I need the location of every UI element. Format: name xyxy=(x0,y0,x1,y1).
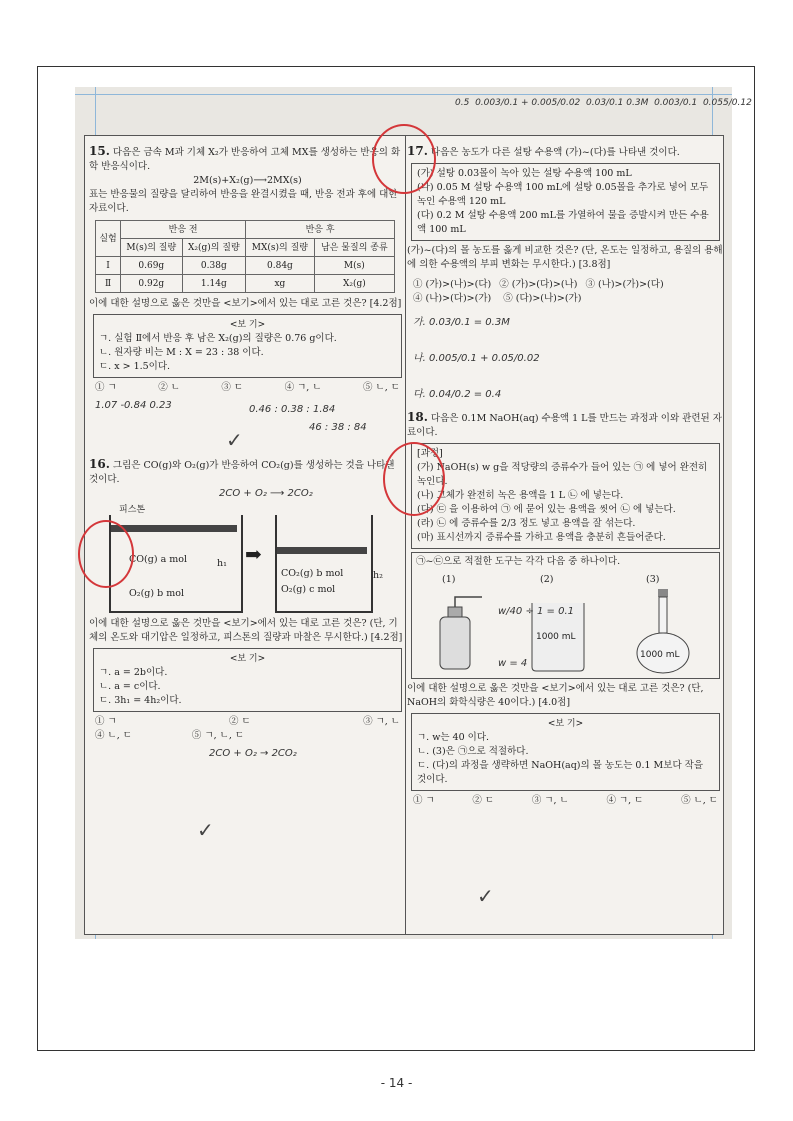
q17-stem: 17. 다음은 농도가 다른 설탕 수용액 (가)~(다)를 나타낸 것이다. xyxy=(407,144,680,158)
q16-piston-diagram xyxy=(95,505,400,613)
choice[interactable]: ① ㄱ xyxy=(95,382,117,393)
solution-item: (다) 0.2 M 설탕 수용액 200 mL를 가열하여 물을 증발시켜 만든 수용액 100 mL xyxy=(417,210,709,235)
check-mark-icon: ✓ xyxy=(477,884,494,908)
q15-bogi-box xyxy=(93,314,402,378)
check-mark-icon: ✓ xyxy=(226,428,243,452)
q16-prompt: 이에 대한 설명으로 옳은 것만을 <보기>에서 있는 대로 고른 것은? (단, 기체의 온도와 대기압은 일정하고, 피스톤의 질량과 마찰은 무시한다.) [4.2점] xyxy=(89,618,403,643)
bogi-item: ㄴ. a = c이다. xyxy=(99,681,161,692)
gas-label: O₂(g) b mol xyxy=(129,588,184,599)
q18-stem: 18. 다음은 0.1M NaOH(aq) 수용액 1 L를 만드는 과정과 이와 관련된 자료이다. xyxy=(407,410,722,438)
table-cell: Ⅰ xyxy=(96,257,121,275)
scan-guide-top xyxy=(75,94,732,95)
bogi-item: ㄷ. x > 1.5이다. xyxy=(99,361,171,372)
handwritten-note: 다. 0.04/0.2 = 0.4 xyxy=(413,389,502,400)
process-step: (마) 표시선까지 증류수를 가하고 용액을 충분히 흔들어준다. xyxy=(417,532,666,543)
volumetric-flask-icon xyxy=(637,589,689,673)
table-header: 반응 전 xyxy=(121,221,246,239)
choice[interactable]: ② ㄴ xyxy=(158,382,180,393)
exam-paper xyxy=(84,135,724,935)
q15-description: 표는 반응물의 질량을 달리하여 반응을 완결시켰을 때, 반응 전과 후에 대한 자료이다. xyxy=(89,189,398,214)
table-cell: X₂(g) xyxy=(314,275,394,293)
bogi-title: <보 기> xyxy=(229,320,266,330)
height-label: h₂ xyxy=(373,570,383,581)
handwritten-note: 2CO + O₂ ⟶ 2CO₂ xyxy=(219,488,313,499)
table-cell: M(s) xyxy=(314,257,394,275)
choice[interactable]: ③ (나)>(가)>(다) xyxy=(585,279,664,290)
table-cell: Ⅱ xyxy=(96,275,121,293)
table-cell: 0.84g xyxy=(246,257,315,275)
cylinder-right xyxy=(275,515,373,613)
red-pen-circle xyxy=(383,442,445,516)
q15-prompt: 이에 대한 설명으로 옳은 것만을 <보기>에서 있는 대로 고른 것은? [4.2점] xyxy=(89,298,402,309)
table-cell: 1.14g xyxy=(182,275,246,293)
check-mark-icon: ✓ xyxy=(197,818,214,842)
handwritten-note: 나. 0.005/0.1 + 0.05/0.02 xyxy=(413,353,540,364)
height-label: h₁ xyxy=(217,558,227,569)
piston-left xyxy=(111,525,237,532)
left-column xyxy=(89,136,406,934)
table-cell: xg xyxy=(246,275,315,293)
lab-apparatus-illustration xyxy=(424,589,704,675)
choice[interactable]: ② ㄷ xyxy=(229,716,251,727)
table-header: 실험 xyxy=(96,221,121,257)
arrow-right-icon: ➡ xyxy=(245,542,262,566)
bogi-item: ㄱ. a = 2b이다. xyxy=(99,667,168,678)
bogi-item: ㄷ. 3h₁ = 4h₂이다. xyxy=(99,695,182,706)
choice[interactable]: ⑤ (다)>(나)>(가) xyxy=(503,293,582,304)
piston-label: 피스톤 xyxy=(119,505,146,515)
choice[interactable]: ⑤ ㄱ, ㄴ, ㄷ xyxy=(191,730,245,741)
q18-apparatus-box xyxy=(411,552,720,679)
choice[interactable]: ③ ㄷ xyxy=(221,382,244,393)
q15-stem: 15. 다음은 금속 M과 기체 X₂가 반응하여 고체 MX를 생성하는 반응의 화학 반응식이다. xyxy=(89,144,401,172)
choice[interactable]: ⑤ ㄴ, ㄷ xyxy=(363,382,400,393)
choice[interactable]: ④ ㄱ, ㄴ xyxy=(284,382,322,393)
q15-equation: 2M(s)+X₂(g)⟶2MX(s) xyxy=(193,175,302,186)
bogi-item: ㄴ. (3)은 ㉠으로 적절하다. xyxy=(417,746,529,757)
q15-reaction-table xyxy=(95,220,395,293)
choice[interactable]: ① (가)>(나)>(다) xyxy=(413,279,492,290)
choice[interactable]: ④ ㄱ, ㄷ xyxy=(606,795,644,806)
q18-prompt: 이에 대한 설명으로 옳은 것만을 <보기>에서 있는 대로 고른 것은? (단, NaOH의 화학식량은 40이다.) [4.0점] xyxy=(407,683,704,708)
bogi-title: <보 기> xyxy=(229,654,266,664)
handwritten-note: w/40 ÷ 1 = 0.1 xyxy=(498,606,575,617)
tool-label: (3) xyxy=(646,574,660,585)
table-header: X₂(g)의 질량 xyxy=(182,239,246,257)
bogi-item: ㄴ. 원자량 비는 M : X = 23 : 38 이다. xyxy=(99,347,264,358)
gas-label: CO(g) a mol xyxy=(129,554,188,565)
choice[interactable]: ⑤ ㄴ, ㄷ xyxy=(681,795,718,806)
handwritten-note: w = 4 xyxy=(498,658,528,669)
gas-label: CO₂(g) b mol xyxy=(281,568,344,579)
q18-choices xyxy=(407,794,724,808)
q16-choices xyxy=(89,715,406,729)
process-step: (다) ㉢ 을 이용하여 ㉠ 에 묻어 있는 용액을 씻어 ㉡ 에 넣는다. xyxy=(417,504,676,515)
choice[interactable]: ④ (나)>(다)>(가) xyxy=(413,293,492,304)
q17-scratch-area xyxy=(407,306,724,410)
choice[interactable]: ③ ㄱ, ㄴ xyxy=(363,716,400,727)
wash-bottle-icon xyxy=(440,597,482,669)
q17-choices-row2 xyxy=(407,292,724,306)
choice[interactable]: ② ㄷ xyxy=(472,795,495,806)
gas-label: O₂(g) c mol xyxy=(281,584,336,595)
q17-prompt: (가)~(다)의 몰 농도를 옳게 비교한 것은? (단, 온도는 일정하고, 용질의 용해에 의한 수용액의 부피 변화는 무시한다.) [3.8점] xyxy=(407,245,723,270)
table-row xyxy=(96,275,395,293)
page-number: - 14 - xyxy=(380,1076,413,1090)
table-cell: 0.38g xyxy=(182,257,246,275)
table-header: MX(s)의 질량 xyxy=(246,239,315,257)
table-cell: 0.92g xyxy=(121,275,182,293)
tool-label: (1) xyxy=(442,574,456,585)
table-header: 반응 후 xyxy=(246,221,395,239)
choice[interactable]: ① ㄱ xyxy=(95,716,117,727)
handwritten-note: 1.07 -0.84 0.23 xyxy=(95,400,172,411)
q16-choices-row2 xyxy=(89,729,406,743)
choice[interactable]: ① ㄱ xyxy=(413,795,435,806)
bogi-title: <보 기> xyxy=(547,719,584,729)
table-cell: 0.69g xyxy=(121,257,182,275)
top-scribble: 0.5 0.003/0.1 + 0.005/0.02 0.03/0.1 0.3M 0.003/0.1 0.055/0.12 xyxy=(455,98,752,108)
q16-stem: 16. 그림은 CO(g)와 O₂(g)가 반응하여 CO₂(g)를 생성하는 것을 나타낸 것이다. xyxy=(89,457,395,485)
beaker-label: 1000 mL xyxy=(536,632,576,642)
table-header: 남은 물질의 종류 xyxy=(314,239,394,257)
process-step: (라) ㉡ 에 증류수를 2/3 정도 넣고 용액을 잘 섞는다. xyxy=(417,518,636,529)
q15-scratch-area xyxy=(89,395,406,457)
handwritten-note: 가. 0.03/0.1 = 0.3M xyxy=(413,317,510,328)
table-row xyxy=(96,257,395,275)
process-step: (가) NaOH(s) w g을 적당량의 증류수가 들어 있는 ㉠ 에 넣어 완전히 녹인다. xyxy=(417,462,708,487)
solution-item: (나) 0.05 M 설탕 수용액 100 mL에 설탕 0.05몰을 추가로 넣어 모두 녹인 수용액 120 mL xyxy=(417,182,709,207)
table-header: M(s)의 질량 xyxy=(121,239,182,257)
red-pen-circle xyxy=(372,124,436,194)
piston-right xyxy=(277,547,367,554)
bogi-item: ㄱ. 실험 Ⅱ에서 반응 후 남은 X₂(g)의 질량은 0.76 g이다. xyxy=(99,333,337,344)
handwritten-note: 46 : 38 : 84 xyxy=(309,422,367,433)
q18-process-box xyxy=(411,443,720,549)
right-column xyxy=(407,136,724,934)
q17-solutions-box xyxy=(411,163,720,241)
bogi-item: ㄱ. w는 40 이다. xyxy=(417,732,490,743)
q17-choices xyxy=(407,278,724,292)
q16-bogi-box xyxy=(93,648,402,712)
red-pen-circle xyxy=(78,520,134,588)
q18-bogi-box xyxy=(411,713,720,791)
choice[interactable]: ② (가)>(다)>(나) xyxy=(499,279,578,290)
bogi-item: ㄷ. (다)의 과정을 생략하면 NaOH(aq)의 몰 농도는 0.1 M보다 작을 것이다. xyxy=(417,760,704,785)
solution-item: (가) 설탕 0.03몰이 녹아 있는 설탕 수용액 100 mL xyxy=(417,168,632,179)
flask-label: 1000 mL xyxy=(640,650,680,660)
process-step: (나) 고체가 완전히 녹은 용액을 1 L ㉡ 에 넣는다. xyxy=(417,490,624,501)
choice[interactable]: ④ ㄴ, ㄷ xyxy=(95,730,132,741)
tools-title: ㉠~㉢으로 적절한 도구는 각각 다음 중 하나이다. xyxy=(416,556,621,567)
choice[interactable]: ③ ㄱ, ㄴ xyxy=(531,795,569,806)
q15-choices xyxy=(89,381,406,395)
handwritten-note: 2CO + O₂ → 2CO₂ xyxy=(209,748,297,759)
handwritten-note: 0.46 : 0.38 : 1.84 xyxy=(249,404,336,415)
process-title: [과정] xyxy=(417,448,443,459)
tool-label: (2) xyxy=(540,574,554,585)
